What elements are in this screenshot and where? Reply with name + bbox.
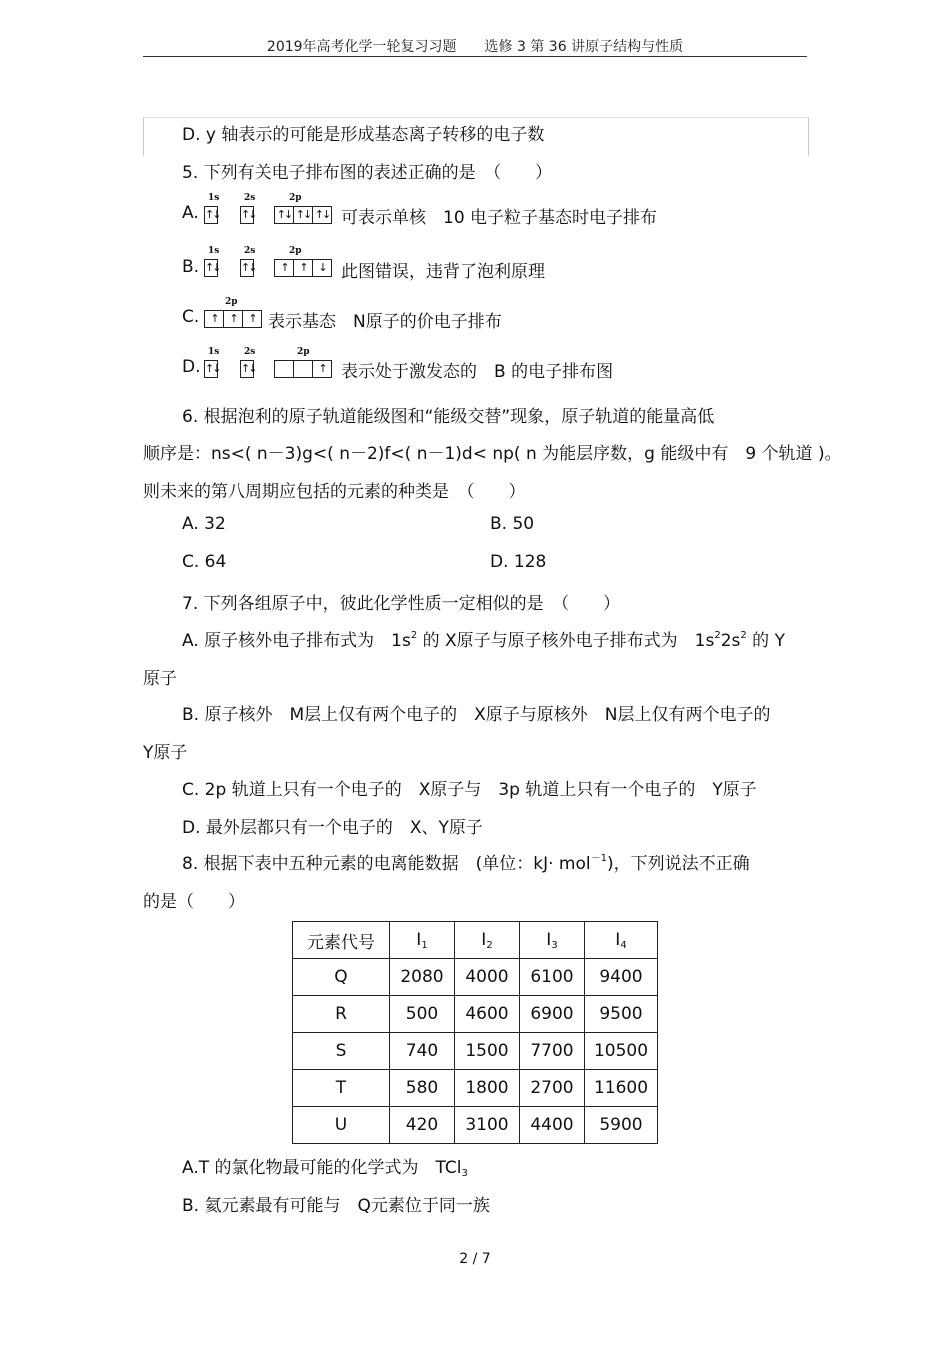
q5-d-text: 表示处于激发态的 B 的电子排布图: [341, 362, 614, 382]
table-cell: 9400: [585, 959, 658, 996]
table-header-cell: 元素代号: [293, 922, 390, 959]
orbital-box: ↓: [312, 259, 332, 277]
q7-option-b-line1: B. 原子核外 M层上仅有两个电子的 X原子与原核外 N层上仅有两个电子的: [182, 705, 771, 725]
orbital-box: ↑: [242, 310, 262, 328]
table-cell: 420: [390, 1107, 455, 1144]
table-cell: 9500: [585, 996, 658, 1033]
label-1s: 1s: [208, 347, 220, 357]
table-row: [293, 1070, 658, 1107]
q7-a-part4: 的 Y: [752, 631, 785, 651]
table-header-cell: $I_2$: [455, 922, 520, 959]
table-cell: U: [293, 1107, 390, 1144]
orbital-box: ↑↓: [204, 259, 218, 277]
table-cell: 6900: [520, 996, 585, 1033]
orbital-box: ↑↓: [312, 206, 332, 224]
table-cell: 11600: [585, 1070, 658, 1107]
label-2s: 2s: [244, 193, 256, 203]
label-2s: 2s: [244, 347, 256, 357]
label-2p: 2p: [289, 246, 302, 256]
q7-option-d: D. 最外层都只有一个电子的 X、Y原子: [182, 818, 483, 838]
label-2p: 2p: [297, 347, 310, 357]
ionization-energy-table: [292, 921, 658, 1144]
q8-option-a: [182, 1153, 468, 1179]
q5-d-prefix: D.: [182, 357, 201, 377]
orbital-box: ↑↓: [240, 206, 254, 224]
q5-b-prefix: B.: [182, 257, 200, 277]
label-2s: 2s: [244, 246, 256, 256]
orbital-box: ↑: [274, 259, 294, 277]
q6-option-c: C. 64: [182, 552, 227, 572]
superscript: 2: [714, 630, 721, 641]
orbital-box: ↑: [223, 310, 243, 328]
q6-line2: 顺序是：ns<( n－3)g<( n－2)f<( n－1)d< np( n 为能层序数，g 能级中有 9 个轨道 )。: [143, 444, 842, 464]
table-row: [293, 1033, 658, 1070]
q5-stem: 5. 下列有关电子排布图的表述正确的是 （ ）: [182, 163, 553, 183]
table-cell: 1500: [455, 1033, 520, 1070]
q6-line1: 6. 根据泡利的原子轨道能级图和“能级交替”现象，原子轨道的能量高低: [182, 407, 715, 427]
q8-line1: [182, 849, 750, 874]
table-cell: 6100: [520, 959, 585, 996]
superscript: 2: [740, 630, 747, 641]
orbital-box: [293, 360, 313, 378]
table-cell: T: [293, 1070, 390, 1107]
q7-stem: 7. 下列各组原子中，彼此化学性质一定相似的是 （ ）: [182, 594, 621, 614]
table-cell: 500: [390, 996, 455, 1033]
q7-a-part1: A. 原子核外电子排布式为 1s: [182, 631, 411, 651]
q8-line2: 的是（ ）: [143, 892, 245, 912]
orbital-box: ↑↓: [293, 206, 313, 224]
q5-c-text: 表示基态 N原子的价电子排布: [268, 312, 502, 332]
orbital-box: ↑↓: [204, 206, 218, 224]
table-cell: 2080: [390, 959, 455, 996]
page-header: 2019年高考化学一轮复习习题 选修 3 第 36 讲原子结构与性质: [266, 39, 684, 55]
table-header-cell: $I_1$: [390, 922, 455, 959]
orbital-box: ↑↓: [274, 206, 294, 224]
q5-c-prefix: C.: [182, 307, 200, 327]
q7-option-c: C. 2p 轨道上只有一个电子的 X原子与 3p 轨道上只有一个电子的 Y原子: [182, 780, 757, 800]
table-cell: 2700: [520, 1070, 585, 1107]
q8-line1-text: 8. 根据下表中五种元素的电离能数据 (单位：kJ· mol: [182, 854, 591, 874]
page-number: 2 / 7: [459, 1251, 491, 1267]
table-cell: 5900: [585, 1107, 658, 1144]
subscript: 3: [461, 1168, 468, 1179]
table-header-row: [293, 922, 658, 959]
q8-line1-end: )，下列说法不正确: [606, 854, 750, 874]
orbital-box: ↑↓: [240, 360, 254, 378]
orbital-box: [274, 360, 294, 378]
orbital-box: ↑: [293, 259, 313, 277]
q6-option-a: A. 32: [182, 514, 226, 534]
label-2p: 2p: [289, 193, 302, 203]
q7-a-part3: 2s: [720, 631, 741, 651]
q7-option-a: [182, 626, 785, 651]
table-cell: 1800: [455, 1070, 520, 1107]
table-row: [293, 1107, 658, 1144]
q6-line3: 则未来的第八周期应包括的元素的种类是 （ ）: [143, 482, 526, 502]
superscript: －1: [590, 853, 607, 864]
orbital-box: ↑↓: [240, 259, 254, 277]
q6-option-d: D. 128: [490, 552, 547, 572]
q7-a-part2: 的 X原子与原子核外电子排布式为 1s: [422, 631, 715, 651]
table-cell: 580: [390, 1070, 455, 1107]
orbital-box: ↑↓: [204, 360, 218, 378]
q6-option-b: B. 50: [490, 514, 535, 534]
q4-option-d: D. y 轴表示的可能是形成基态离子转移的电子数: [182, 125, 545, 145]
orbital-box: ↑: [312, 360, 332, 378]
q5-a-text: 可表示单核 10 电子粒子基态时电子排布: [341, 208, 658, 228]
label-1s: 1s: [208, 193, 220, 203]
table-cell: 740: [390, 1033, 455, 1070]
table-cell: 3100: [455, 1107, 520, 1144]
table-header-cell: $I_3$: [520, 922, 585, 959]
q8-option-a-text: A.T 的氯化物最可能的化学式为 TCl: [182, 1158, 462, 1178]
superscript: 2: [410, 630, 418, 641]
q8-option-b: B. 氦元素最有可能与 Q元素位于同一族: [182, 1196, 490, 1216]
table-cell: 4000: [455, 959, 520, 996]
label-2p: 2p: [225, 297, 238, 307]
table-cell: 4400: [520, 1107, 585, 1144]
table-row: [293, 996, 658, 1033]
table-cell: 4600: [455, 996, 520, 1033]
orbital-box: ↑: [204, 310, 224, 328]
header-rule: [143, 56, 807, 57]
q5-b-text: 此图错误，违背了泡利原理: [341, 262, 545, 282]
table-row: [293, 959, 658, 996]
table-cell: Q: [293, 959, 390, 996]
table-cell: 10500: [585, 1033, 658, 1070]
table-cell: R: [293, 996, 390, 1033]
table-cell: 7700: [520, 1033, 585, 1070]
q7-option-b-line2: Y原子: [143, 743, 188, 763]
q5-a-prefix: A.: [182, 203, 199, 223]
table-header-cell: $I_4$: [585, 922, 658, 959]
label-1s: 1s: [208, 246, 220, 256]
table-cell: S: [293, 1033, 390, 1070]
q7-option-a-cont: 原子: [143, 669, 177, 689]
